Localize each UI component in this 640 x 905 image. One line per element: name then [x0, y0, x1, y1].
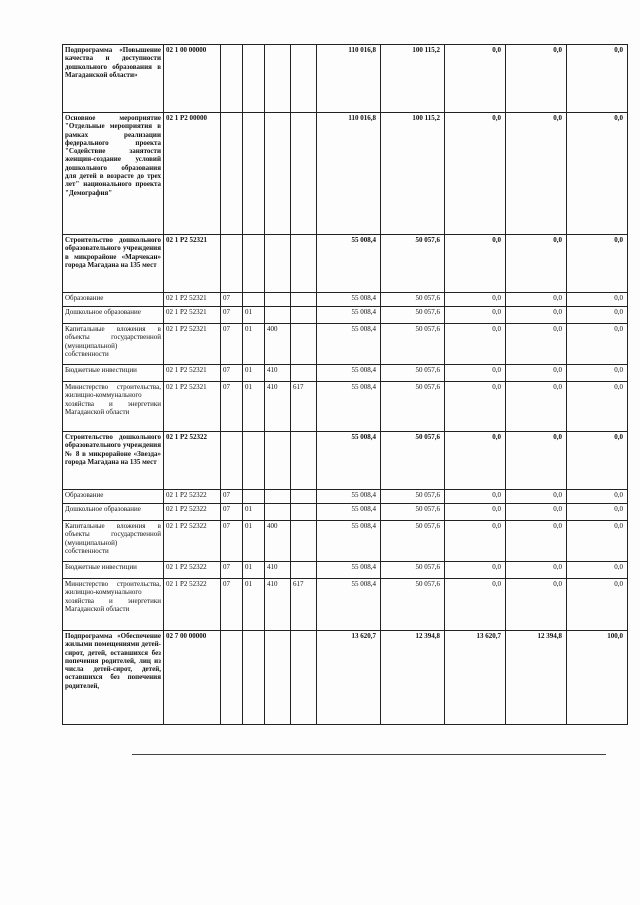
- row-name: Подпрограмма «Обеспечение жилыми помещениями детей-сирот, детей, оставшихся без попечения родителей, лиц из числа детей-сирот, детей, оставшихся без попечения родителей,: [63, 631, 164, 725]
- row-subsection: [243, 490, 265, 504]
- row-value-3: 0,0: [445, 579, 506, 631]
- row-value-1: 55 008,4: [317, 365, 381, 382]
- row-expense-type: [265, 631, 291, 725]
- row-subsection: 01: [243, 365, 265, 382]
- row-value-4: 0,0: [506, 307, 567, 324]
- row-value-3: 0,0: [445, 113, 506, 235]
- row-value-1: 55 008,4: [317, 432, 381, 490]
- row-value-1: 55 008,4: [317, 579, 381, 631]
- row-value-4: 0,0: [506, 324, 567, 365]
- row-value-5: 0,0: [567, 382, 628, 432]
- row-name: Министерство строительства, жилищно-коммунального хозяйства и энергетики Магаданской области: [63, 579, 164, 631]
- row-name: Образование: [63, 293, 164, 307]
- row-value-3: 0,0: [445, 490, 506, 504]
- row-code: 02 1 Р2 52322: [164, 562, 221, 579]
- row-expense-type: 410: [265, 382, 291, 432]
- row-code: 02 1 Р2 52321: [164, 307, 221, 324]
- row-code: 02 1 Р2 52321: [164, 382, 221, 432]
- row-value-2: 50 057,6: [381, 307, 445, 324]
- row-grbs: [291, 113, 317, 235]
- row-name: Подпрограмма «Повышение качества и доступности дошкольного образования в Магаданской области»: [63, 45, 164, 113]
- row-expense-type: 410: [265, 365, 291, 382]
- row-grbs: [291, 45, 317, 113]
- table-row: [63, 562, 628, 579]
- row-grbs: 617: [291, 382, 317, 432]
- row-expense-type: [265, 490, 291, 504]
- row-grbs: [291, 504, 317, 521]
- row-code: 02 1 Р2 52321: [164, 235, 221, 293]
- table-row: [63, 235, 628, 293]
- row-section: [221, 113, 243, 235]
- row-name: Строительство дошкольного образовательного учреждения в микрорайоне «Марчекан» города Магадана на 135 мест: [63, 235, 164, 293]
- row-value-3: 0,0: [445, 235, 506, 293]
- row-value-3: 0,0: [445, 562, 506, 579]
- row-value-3: 0,0: [445, 307, 506, 324]
- row-grbs: [291, 307, 317, 324]
- row-value-2: 50 057,6: [381, 521, 445, 562]
- row-grbs: 617: [291, 579, 317, 631]
- row-code: 02 1 Р2 52322: [164, 432, 221, 490]
- row-value-2: 50 057,6: [381, 432, 445, 490]
- table-row: [63, 365, 628, 382]
- row-code: 02 7 00 00000: [164, 631, 221, 725]
- row-value-5: 0,0: [567, 432, 628, 490]
- row-value-1: 13 620,7: [317, 631, 381, 725]
- row-value-2: 50 057,6: [381, 324, 445, 365]
- row-code: 02 1 Р2 52322: [164, 490, 221, 504]
- row-grbs: [291, 631, 317, 725]
- row-value-2: 50 057,6: [381, 579, 445, 631]
- row-name: Министерство строительства, жилищно-коммунального хозяйства и энергетики Магаданской области: [63, 382, 164, 432]
- row-grbs: [291, 490, 317, 504]
- table-row: [63, 45, 628, 113]
- row-value-3: 13 620,7: [445, 631, 506, 725]
- row-subsection: 01: [243, 324, 265, 365]
- row-section: 07: [221, 382, 243, 432]
- row-expense-type: 410: [265, 562, 291, 579]
- row-value-5: 0,0: [567, 235, 628, 293]
- row-subsection: 01: [243, 562, 265, 579]
- row-subsection: 01: [243, 382, 265, 432]
- table-row: [63, 631, 628, 725]
- row-expense-type: [265, 293, 291, 307]
- table-row: [63, 490, 628, 504]
- row-value-2: 100 115,2: [381, 45, 445, 113]
- row-value-3: 0,0: [445, 293, 506, 307]
- row-section: 07: [221, 579, 243, 631]
- table-row: [63, 579, 628, 631]
- row-expense-type: [265, 504, 291, 521]
- row-section: [221, 631, 243, 725]
- row-grbs: [291, 365, 317, 382]
- row-value-1: 55 008,4: [317, 562, 381, 579]
- row-code: 02 1 Р2 52322: [164, 504, 221, 521]
- row-name: Капитальные вложения в объекты государственной (муниципальной) собственности: [63, 521, 164, 562]
- row-subsection: [243, 631, 265, 725]
- table-body: [63, 45, 628, 725]
- table-row: [63, 324, 628, 365]
- row-expense-type: 400: [265, 521, 291, 562]
- row-value-2: 50 057,6: [381, 504, 445, 521]
- row-value-3: 0,0: [445, 365, 506, 382]
- row-value-5: 0,0: [567, 365, 628, 382]
- row-value-5: 0,0: [567, 504, 628, 521]
- row-subsection: 01: [243, 307, 265, 324]
- row-expense-type: [265, 235, 291, 293]
- row-expense-type: [265, 113, 291, 235]
- row-value-3: 0,0: [445, 324, 506, 365]
- row-value-1: 55 008,4: [317, 235, 381, 293]
- row-value-3: 0,0: [445, 45, 506, 113]
- row-grbs: [291, 521, 317, 562]
- row-name: Бюджетные инвестиции: [63, 365, 164, 382]
- row-name: Дошкольное образование: [63, 504, 164, 521]
- row-value-2: 100 115,2: [381, 113, 445, 235]
- row-value-4: 12 394,8: [506, 631, 567, 725]
- row-value-4: 0,0: [506, 365, 567, 382]
- budget-table: [62, 44, 628, 725]
- row-value-4: 0,0: [506, 235, 567, 293]
- row-value-5: 0,0: [567, 113, 628, 235]
- row-grbs: [291, 324, 317, 365]
- row-expense-type: [265, 432, 291, 490]
- row-section: 07: [221, 324, 243, 365]
- row-grbs: [291, 293, 317, 307]
- row-section: 07: [221, 365, 243, 382]
- row-value-5: 100,0: [567, 631, 628, 725]
- row-value-3: 0,0: [445, 521, 506, 562]
- row-code: 02 1 Р2 52322: [164, 521, 221, 562]
- row-name: Бюджетные инвестиции: [63, 562, 164, 579]
- table-row: [63, 307, 628, 324]
- row-value-5: 0,0: [567, 490, 628, 504]
- row-subsection: [243, 293, 265, 307]
- row-value-1: 55 008,4: [317, 293, 381, 307]
- table-row: [63, 382, 628, 432]
- row-value-4: 0,0: [506, 579, 567, 631]
- row-value-4: 0,0: [506, 45, 567, 113]
- row-subsection: 01: [243, 504, 265, 521]
- row-section: 07: [221, 490, 243, 504]
- row-section: [221, 235, 243, 293]
- row-expense-type: [265, 45, 291, 113]
- row-subsection: 01: [243, 579, 265, 631]
- row-value-1: 55 008,4: [317, 521, 381, 562]
- row-value-4: 0,0: [506, 432, 567, 490]
- row-subsection: [243, 113, 265, 235]
- row-value-4: 0,0: [506, 293, 567, 307]
- row-value-4: 0,0: [506, 382, 567, 432]
- row-value-3: 0,0: [445, 432, 506, 490]
- row-expense-type: 400: [265, 324, 291, 365]
- row-subsection: [243, 45, 265, 113]
- row-name: Дошкольное образование: [63, 307, 164, 324]
- row-code: 02 1 Р2 52321: [164, 324, 221, 365]
- row-value-4: 0,0: [506, 521, 567, 562]
- row-value-5: 0,0: [567, 307, 628, 324]
- row-section: [221, 45, 243, 113]
- row-code: 02 1 Р2 52322: [164, 579, 221, 631]
- row-code: 02 1 Р2 52321: [164, 365, 221, 382]
- row-value-2: 50 057,6: [381, 365, 445, 382]
- row-value-1: 55 008,4: [317, 490, 381, 504]
- row-value-1: 55 008,4: [317, 504, 381, 521]
- row-value-5: 0,0: [567, 521, 628, 562]
- row-value-2: 50 057,6: [381, 562, 445, 579]
- row-value-3: 0,0: [445, 504, 506, 521]
- row-grbs: [291, 562, 317, 579]
- row-value-2: 50 057,6: [381, 490, 445, 504]
- table-row: [63, 113, 628, 235]
- row-value-5: 0,0: [567, 562, 628, 579]
- row-value-1: 55 008,4: [317, 382, 381, 432]
- row-subsection: [243, 235, 265, 293]
- row-value-4: 0,0: [506, 562, 567, 579]
- table-row: [63, 504, 628, 521]
- row-value-1: 55 008,4: [317, 307, 381, 324]
- row-grbs: [291, 235, 317, 293]
- row-value-4: 0,0: [506, 113, 567, 235]
- row-value-2: 50 057,6: [381, 293, 445, 307]
- row-section: 07: [221, 307, 243, 324]
- table-row: [63, 293, 628, 307]
- row-name: Строительство дошкольного образовательного учреждения № 8 в микрорайоне «Звезда» города Магадана на 135 мест: [63, 432, 164, 490]
- row-value-4: 0,0: [506, 490, 567, 504]
- row-code: 02 1 00 00000: [164, 45, 221, 113]
- row-value-4: 0,0: [506, 504, 567, 521]
- table-row: [63, 521, 628, 562]
- row-value-2: 50 057,6: [381, 235, 445, 293]
- row-value-5: 0,0: [567, 45, 628, 113]
- row-value-1: 55 008,4: [317, 324, 381, 365]
- row-value-2: 12 394,8: [381, 631, 445, 725]
- row-name: Основное мероприятие "Отдельные мероприятия в рамках реализации федерального проекта "Содействие занятости женщин-создание условий дошкольного образования для детей в возрасте до трех лет" национального проекта "Демография": [63, 113, 164, 235]
- row-value-2: 50 057,6: [381, 382, 445, 432]
- row-expense-type: [265, 307, 291, 324]
- row-value-5: 0,0: [567, 324, 628, 365]
- row-expense-type: 410: [265, 579, 291, 631]
- row-code: 02 1 Р2 00000: [164, 113, 221, 235]
- row-section: 07: [221, 293, 243, 307]
- row-value-5: 0,0: [567, 579, 628, 631]
- row-code: 02 1 Р2 52321: [164, 293, 221, 307]
- row-subsection: [243, 432, 265, 490]
- row-section: 07: [221, 521, 243, 562]
- table-row: [63, 432, 628, 490]
- bottom-rule: [132, 754, 606, 755]
- row-value-1: 110 016,8: [317, 113, 381, 235]
- row-section: 07: [221, 504, 243, 521]
- row-value-5: 0,0: [567, 293, 628, 307]
- budget-table-page: [62, 44, 628, 725]
- row-section: [221, 432, 243, 490]
- row-name: Капитальные вложения в объекты государственной (муниципальной) собственности: [63, 324, 164, 365]
- row-subsection: 01: [243, 521, 265, 562]
- row-section: 07: [221, 562, 243, 579]
- row-name: Образование: [63, 490, 164, 504]
- row-value-3: 0,0: [445, 382, 506, 432]
- row-value-1: 110 016,8: [317, 45, 381, 113]
- row-grbs: [291, 432, 317, 490]
